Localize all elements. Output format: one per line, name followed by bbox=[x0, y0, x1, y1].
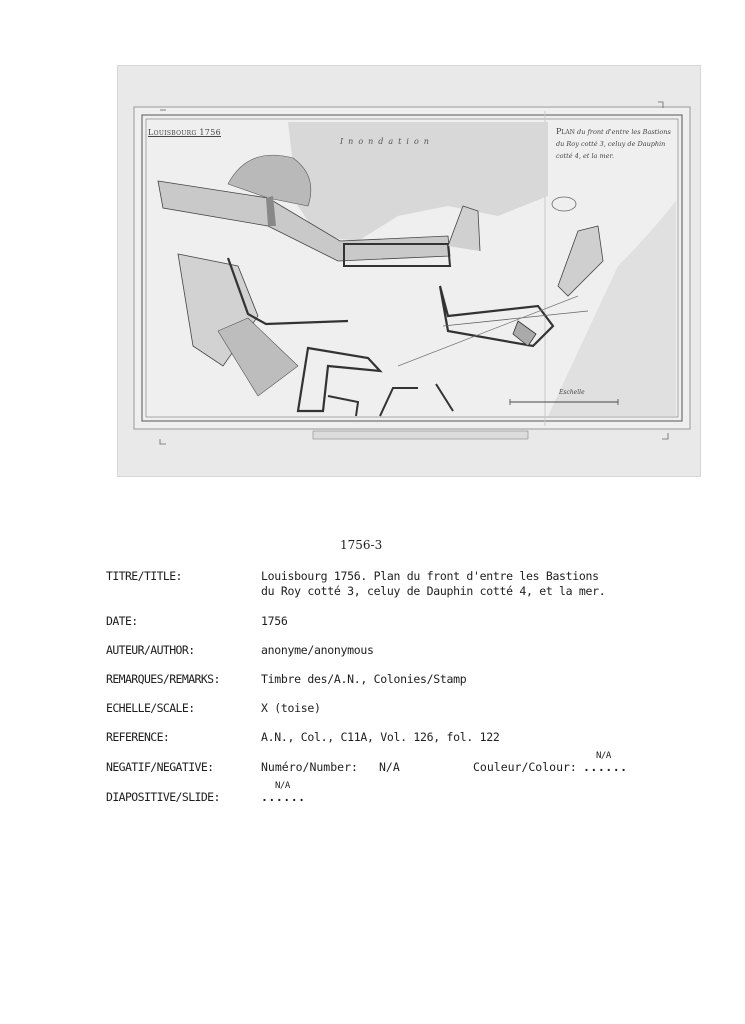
colour-value: N/A bbox=[596, 751, 611, 761]
number-value: N/A bbox=[379, 760, 400, 774]
reference-label: REFERENCE: bbox=[106, 730, 170, 744]
reference-value: A.N., Col., C11A, Vol. 126, fol. 122 bbox=[261, 730, 500, 744]
map-title-right-cap: Plan bbox=[556, 127, 575, 136]
title-value bbox=[261, 569, 681, 599]
map-water-label: Inondation bbox=[340, 137, 434, 146]
slide-value: N/A bbox=[275, 781, 290, 791]
map-scale-label: Eschelle bbox=[559, 389, 585, 396]
scale-label: ECHELLE/SCALE: bbox=[106, 701, 195, 715]
scale-value: X (toise) bbox=[261, 701, 321, 715]
title-line-2: du Roy cotté 3, celuy de Dauphin cotté 4, et la mer. bbox=[261, 584, 606, 598]
title-line-1: Louisbourg 1756. Plan du front d'entre les Bastions bbox=[261, 569, 599, 583]
date-label: DATE: bbox=[106, 614, 138, 628]
slide-label: DIAPOSITIVE/SLIDE: bbox=[106, 790, 220, 804]
document-code: 1756-3 bbox=[340, 538, 383, 552]
negative-label: NEGATIF/NEGATIVE: bbox=[106, 760, 214, 774]
number-label: Numéro/Number: bbox=[261, 760, 358, 774]
author-value: anonyme/anonymous bbox=[261, 643, 374, 657]
map-title-left: Louisbourg 1756 bbox=[148, 128, 221, 137]
slide-row bbox=[0, 781, 745, 810]
map-title-right bbox=[556, 126, 676, 162]
title-label: TITRE/TITLE: bbox=[106, 569, 182, 583]
negative-row bbox=[0, 751, 745, 780]
colour-dots: ...... bbox=[583, 760, 628, 774]
slide-dots: ...... bbox=[261, 790, 306, 804]
remarks-label: REMARQUES/REMARKS: bbox=[106, 672, 220, 686]
map-title-right-rest: du front d'entre les Bastions du Roy cotté 3, celuy de Dauphin cotté 4, et la mer. bbox=[556, 128, 671, 160]
date-value: 1756 bbox=[261, 614, 288, 628]
map-photograph bbox=[118, 66, 700, 476]
remarks-value: Timbre des/A.N., Colonies/Stamp bbox=[261, 672, 467, 686]
author-label: AUTEUR/AUTHOR: bbox=[106, 643, 195, 657]
colour-label: Couleur/Colour: bbox=[473, 760, 577, 774]
